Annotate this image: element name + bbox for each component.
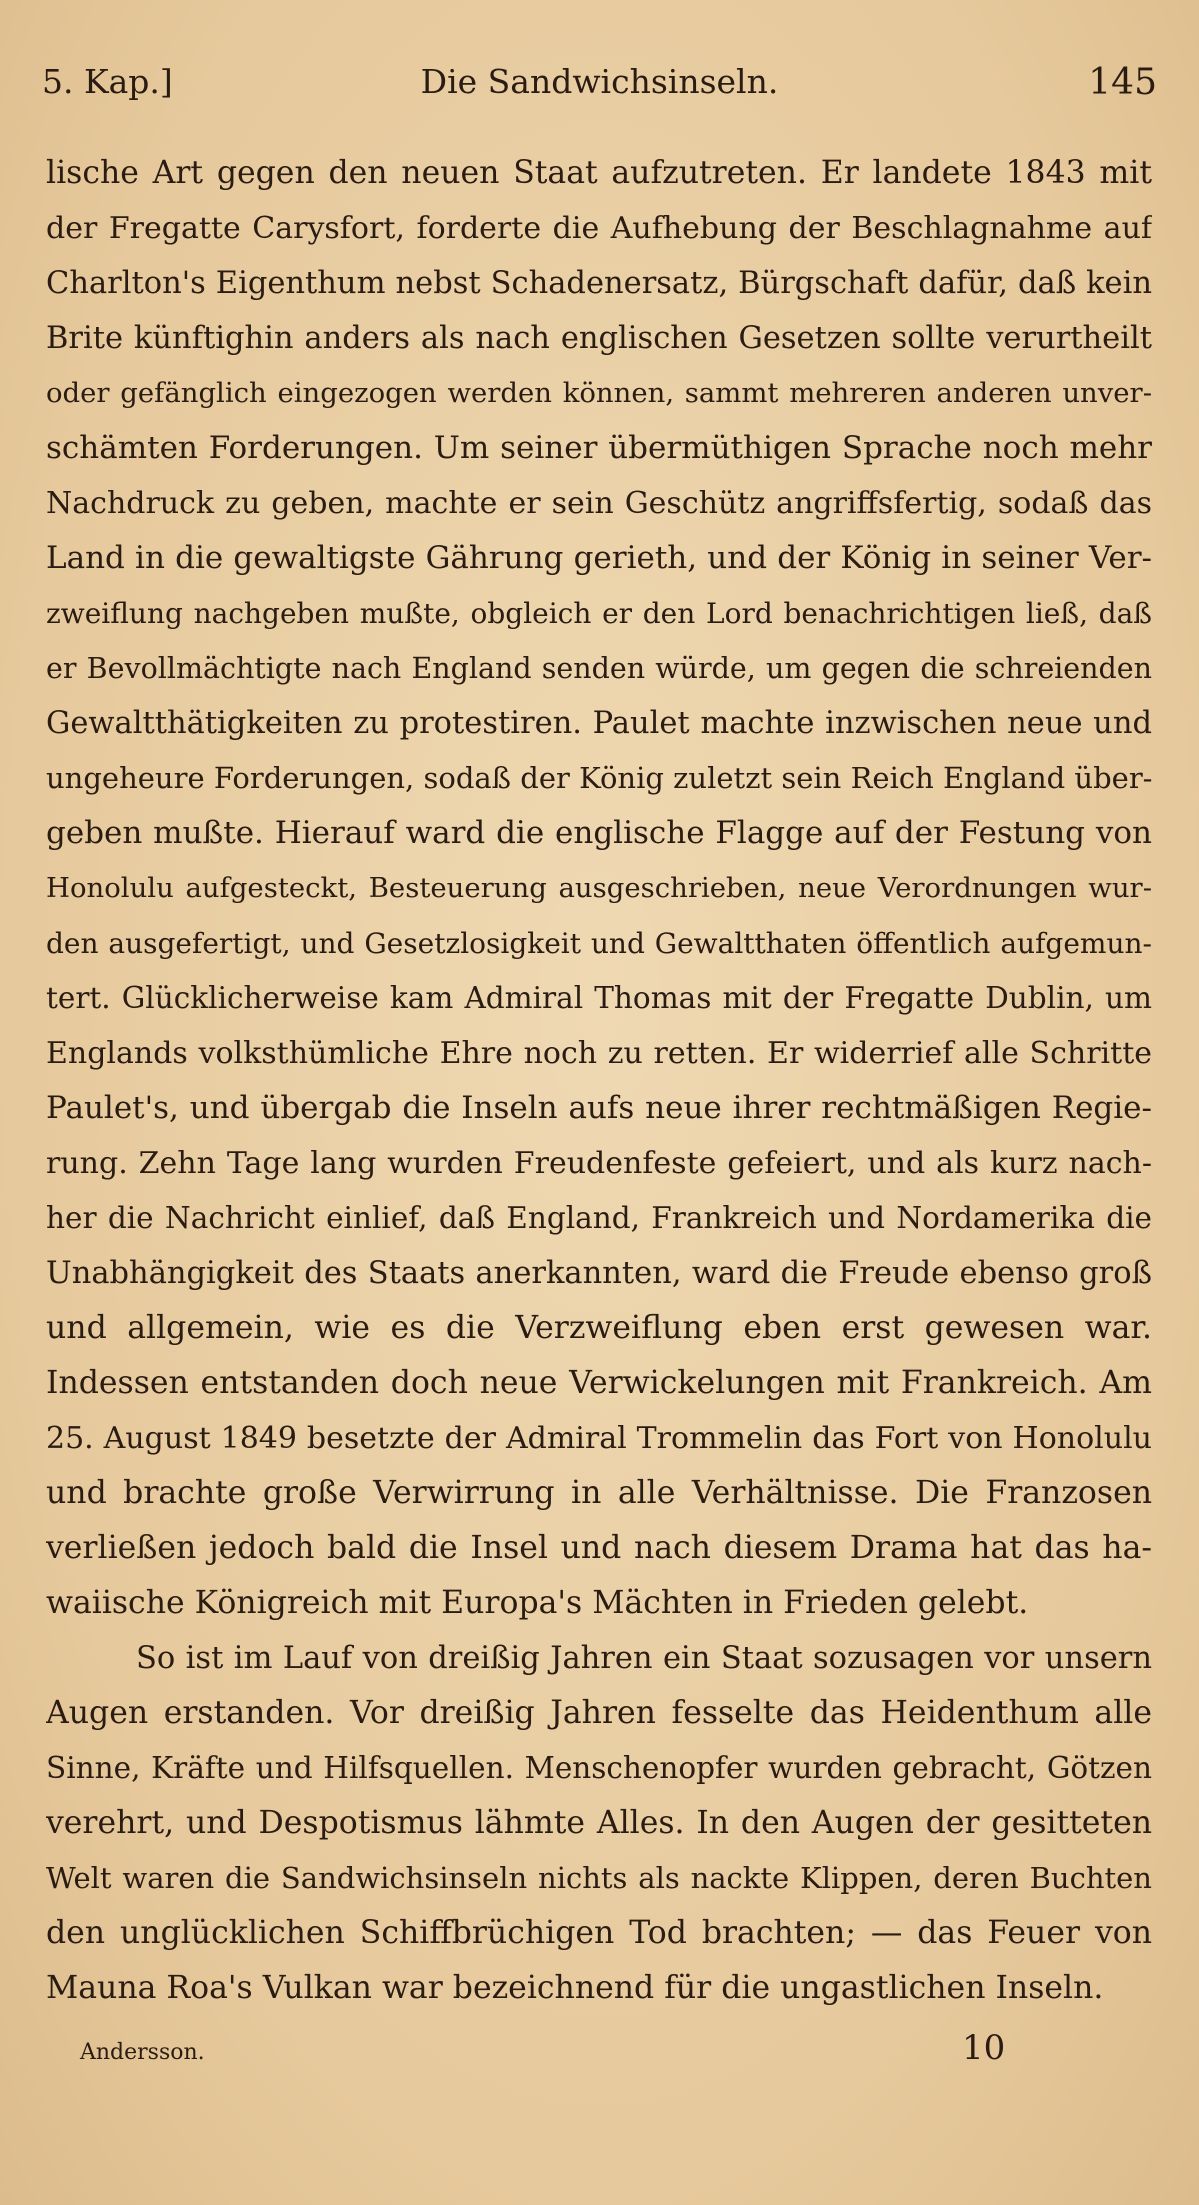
running-header [42, 62, 1157, 112]
text-line: Honolulu aufgesteckt, Besteuerung ausgeschrieben, neue Verordnungen wur- [46, 872, 1152, 904]
text-line: ungeheure Forderungen, sodaß der König zuletzt sein Reich England über- [46, 761, 1152, 795]
text-line: rung. Zehn Tage lang wurden Freudenfeste gefeiert, und als kurz nach- [46, 1146, 1152, 1181]
text-line: Augen erstanden. Vor dreißig Jahren fesselte das Heidenthum alle [46, 1695, 1152, 1731]
text-line: Nachdruck zu geben, machte er sein Geschütz angriffsfertig, sodaß das [46, 486, 1152, 521]
text-line: der Fregatte Carysfort, forderte die Aufhebung der Beschlagnahme auf [46, 211, 1152, 246]
chapter-label: 5. Kap.] [42, 62, 173, 101]
text-line: verehrt, und Despotismus lähmte Alles. In den Augen der gesitteten [46, 1805, 1152, 1841]
body-text [46, 146, 1152, 2016]
text-line: Indessen entstanden doch neue Verwickelungen mit Frankreich. Am [46, 1365, 1152, 1401]
text-line: und allgemein, wie es die Verzweiflung eben erst gewesen war. [46, 1310, 1152, 1346]
text-line: den ausgefertigt, und Gesetzlosigkeit und Gewaltthaten öffentlich aufgemun- [46, 927, 1152, 960]
page-footer [80, 2028, 1157, 2078]
text-line: Charlton's Eigenthum nebst Schadenersatz, Bürgschaft dafür, daß kein [46, 266, 1152, 301]
text-line: Brite künftighin anders als nach englischen Gesetzen sollte verurtheilt [46, 321, 1152, 356]
paragraph [46, 146, 1152, 1631]
text-line: oder gefänglich eingezogen werden können, sammt mehreren anderen unver- [46, 377, 1152, 409]
text-line: zweiflung nachgeben mußte, obgleich er den Lord benachrichtigen ließ, daß [46, 597, 1152, 630]
text-line: her die Nachricht einlief, daß England, Frankreich und Nordamerika die [46, 1201, 1152, 1235]
sheet-number: 10 [962, 2028, 1006, 2068]
text-line: den unglücklichen Schiffbrüchigen Tod brachten; — das Feuer von [46, 1915, 1152, 1951]
text-line: 25. August 1849 besetzte der Admiral Trommelin das Fort von Honolulu [46, 1421, 1152, 1456]
running-title: Die Sandwichsinseln. [420, 62, 779, 101]
text-line: Welt waren die Sandwichsinseln nichts als nackte Klippen, deren Buchten [46, 1861, 1152, 1895]
text-line: waiische Königreich mit Europa's Mächten in Frieden gelebt. [46, 1585, 1029, 1621]
signature-mark: Andersson. [80, 2040, 205, 2065]
text-line: So ist im Lauf von dreißig Jahren ein Staat sozusagen vor unsern [136, 1641, 1152, 1676]
text-line: Englands volksthümliche Ehre noch zu retten. Er widerrief alle Schritte [46, 1036, 1152, 1071]
text-line: schämten Forderungen. Um seiner übermüthigen Sprache noch mehr [46, 430, 1152, 466]
text-line: verließen jedoch bald die Insel und nach diesem Drama hat das ha- [46, 1530, 1152, 1566]
text-line: geben mußte. Hierauf ward die englische Flagge auf der Festung von [46, 815, 1152, 851]
paragraph [46, 1631, 1152, 2016]
text-line: Land in die gewaltigste Gährung gerieth, und der König in seiner Ver- [46, 540, 1152, 576]
text-line: Unabhängigkeit des Staats anerkannten, ward die Freude ebenso groß [46, 1256, 1152, 1291]
text-line: Paulet's, und übergab die Inseln aufs neue ihrer rechtmäßigen Regie- [46, 1090, 1152, 1126]
page-number: 145 [1088, 62, 1157, 103]
text-line: und brachte große Verwirrung in alle Verhältnisse. Die Franzosen [46, 1475, 1152, 1511]
text-line: lische Art gegen den neuen Staat aufzutreten. Er landete 1843 mit [46, 155, 1152, 191]
text-line: Gewaltthätigkeiten zu protestiren. Paulet machte inzwischen neue und [46, 706, 1152, 741]
text-line: Sinne, Kräfte und Hilfsquellen. Menschenopfer wurden gebracht, Götzen [46, 1751, 1152, 1785]
text-line: Mauna Roa's Vulkan war bezeichnend für die ungastlichen Inseln. [46, 1970, 1104, 2006]
text-line: tert. Glücklicherweise kam Admiral Thomas mit der Fregatte Dublin, um [46, 981, 1152, 1015]
text-line: er Bevollmächtigte nach England senden würde, um gegen die schreienden [46, 652, 1152, 685]
